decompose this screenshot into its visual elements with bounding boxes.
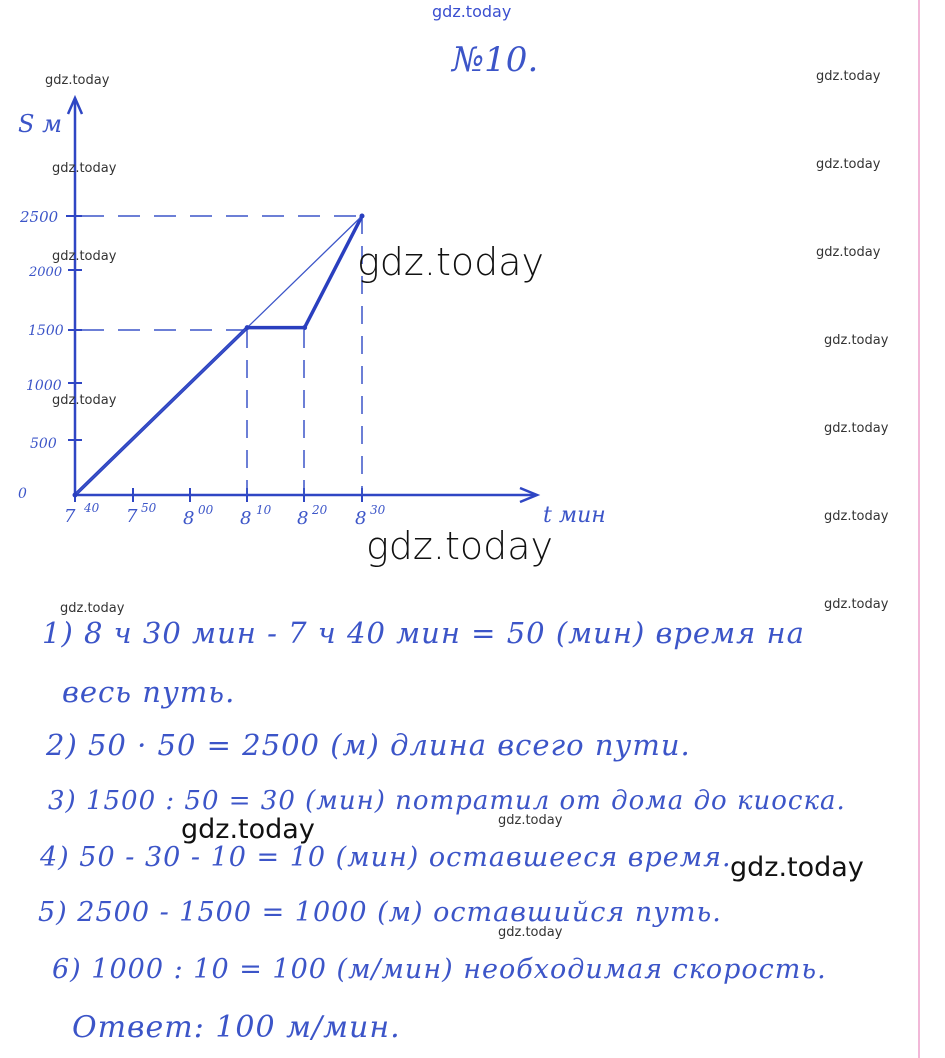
y-tick-label: 2000 <box>29 265 63 280</box>
watermark-medium: gdz.today <box>730 852 864 883</box>
y-tick-1000 <box>26 378 82 394</box>
watermark: gdz.today <box>824 421 889 436</box>
watermark-large: gdz.today <box>357 240 544 284</box>
y-tick-label: 1000 <box>26 378 62 394</box>
watermark: gdz.today <box>816 157 881 172</box>
data-point <box>73 493 78 498</box>
solution-step-1: 1) 8 ч 30 мин - 7 ч 40 мин = 50 (мин) время на <box>42 616 805 650</box>
solution-step-3: 3) 1500 : 50 = 30 (мин) потратил от дома до киоска. <box>48 786 846 816</box>
x-tick-hour: 8 <box>355 508 367 529</box>
y-tick-label: 2500 <box>20 208 59 226</box>
y-axis-label: S м <box>18 110 62 138</box>
watermark: gdz.today <box>52 161 117 176</box>
watermark: gdz.today <box>60 601 125 616</box>
y-tick-label: 1500 <box>28 323 64 339</box>
y-tick-0 <box>18 486 27 502</box>
x-tick-hour: 7 <box>64 506 76 527</box>
solution-step-2: 2) 50 · 50 = 2500 (м) длина всего пути. <box>46 728 691 762</box>
solution-step-5: 5) 2500 - 1500 = 1000 (м) оставшийся путь. <box>38 897 722 928</box>
watermark: gdz.today <box>816 69 881 84</box>
x-tick-hour: 8 <box>183 508 195 529</box>
y-tick-2500 <box>19 208 82 226</box>
series-direct-path <box>75 216 362 495</box>
x-tick-hour: 7 <box>126 506 138 527</box>
watermark: gdz.today <box>498 925 563 940</box>
solution-step-1-cont: весь путь. <box>62 675 236 709</box>
watermark: gdz.today <box>824 597 889 612</box>
solution-step-6: 6) 1000 : 10 = 100 (м/мин) необходимая скорость. <box>52 954 827 985</box>
data-point <box>302 325 307 330</box>
x-tick-hour: 8 <box>297 508 309 529</box>
x-tick-hour: 8 <box>240 508 252 529</box>
x-tick-minutes: 20 <box>312 503 328 517</box>
x-tick-minutes: 50 <box>141 501 157 515</box>
watermark-medium: gdz.today <box>181 814 315 845</box>
watermark: gdz.today <box>824 509 889 524</box>
watermark: gdz.today <box>498 813 563 828</box>
data-point <box>360 214 365 219</box>
solution-step-4: 4) 50 - 30 - 10 = 10 (мин) оставшееся время. <box>40 842 732 873</box>
y-tick-label: 0 <box>18 486 27 502</box>
x-tick-minutes: 00 <box>198 503 214 517</box>
y-tick-label: 500 <box>30 436 57 452</box>
watermark: gdz.today <box>52 393 117 408</box>
watermark: gdz.today <box>52 249 117 264</box>
watermark-large: gdz.today <box>366 524 553 568</box>
watermark-top: gdz.today <box>432 2 512 21</box>
watermark: gdz.today <box>45 73 110 88</box>
watermark: gdz.today <box>816 245 881 260</box>
x-axis-label: t мин <box>543 503 606 528</box>
task-number: №10. <box>452 40 539 80</box>
x-tick-minutes: 30 <box>370 503 386 517</box>
x-tick-minutes: 40 <box>84 501 100 515</box>
answer: Ответ: 100 м/мин. <box>72 1010 401 1045</box>
watermark: gdz.today <box>824 333 889 348</box>
x-tick-minutes: 10 <box>256 503 272 517</box>
data-point <box>245 325 250 330</box>
